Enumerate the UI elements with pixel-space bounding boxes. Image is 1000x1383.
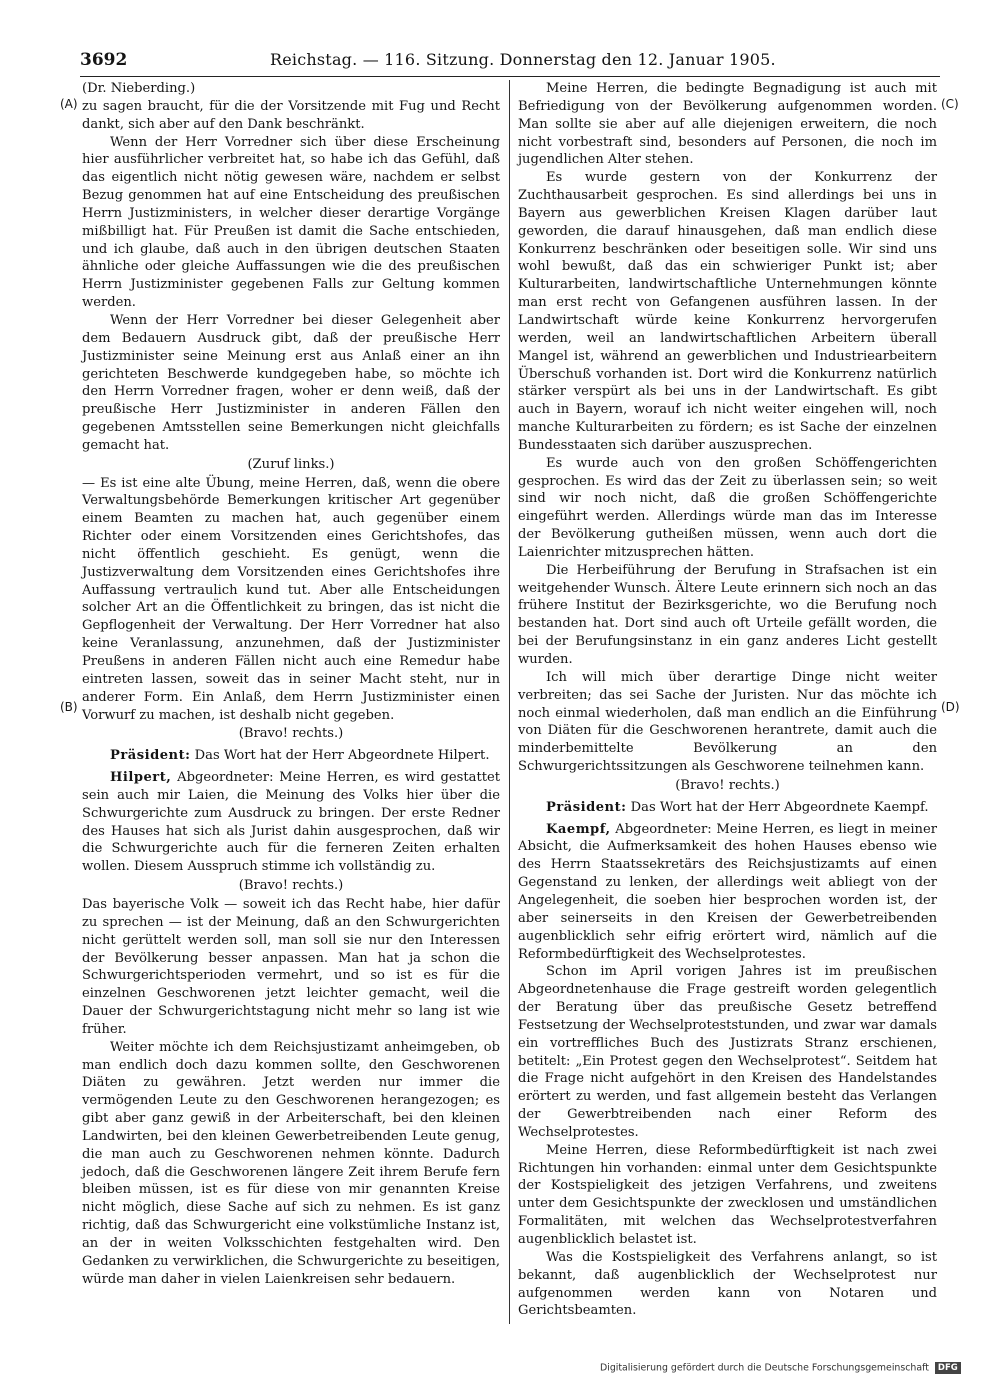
paragraph: Das bayerische Volk — soweit ich das Recht habe, hier dafür zu sprechen — ist der Meinung, daß an den Schwurgerichten nicht gerüttelt werden soll, man soll sie nur den Interessen der Bevölkerung besser anpassen. Man hat ja schon die Schwurgerichtsperioden vermehrt, und so ist es für die einzelnen Geschworenen jetzt leichter gemacht, weil die Dauer der Schwurgerichtstagung nicht mehr so lang ist wie früher.: [82, 896, 500, 1037]
interjection: (Zuruf links.): [247, 456, 335, 472]
page-header: [80, 50, 940, 77]
speaker-label: (Dr. Nieberding.): [82, 81, 196, 96]
speech-text: Abgeordneter: Meine Herren, es wird gestattet sein auch mir Laien, die Meinung des Volks hier über die Schwurgerichte zum Ausdruck zu bringen. Der erste Redner des Hauses hat sich als Jurist dahin ausgesprochen, daß wir die Schwurgerichte auch für die ferneren Zeiten erhalten wollen. Diesem Ausspruch stimme ich vollständig zu.: [82, 770, 500, 875]
paragraph: Wenn der Herr Vorredner sich über diese Erscheinung hier ausführlicher verbreitet hat, so habe ich das Gefühl, daß das eigentlich nicht nötig gewesen wäre, nachdem er selbst Bezug genommen hat auf eine Entscheidung des preußischen Herrn Justizministers, in welcher dieser derartige Vorgänge mißbilligt hat. Für Preußen ist damit die Sache entschieden, und ich glaube, daß auch in den übrigen deutschen Staaten ähnliche oder gleiche Auffassungen wie die des preußischen Herrn Justizminister gegebenen Falls zur Geltung kommen werden.: [82, 134, 500, 311]
speaker-name: Kaempf,: [546, 821, 611, 837]
president-text: Das Wort hat der Herr Abgeordnete Hilpert.: [194, 748, 490, 764]
footer-text: Digitalisierung gefördert durch die Deutsche Forschungsgemeinschaft: [600, 1362, 929, 1374]
paragraph: Ich will mich über derartige Dinge nicht weiter verbreiten; das sei Sache der Juristen. Nur das möchte ich noch einmal wiederholen, daß man endlich an die Einführung von Diäten für die Geschworenen herantrete, damit auch die minderbemittelte Bevölkerung an den Schwurgerichtssitzungen als Geschworene teilnehmen kann.: [518, 669, 937, 775]
speech-text: Abgeordneter: Meine Herren, es liegt in meiner Absicht, die Aufmerksamkeit des hohen Hauses ebenso wie des Herrn Staatssekretärs des Reichsjustizamts auf einen Gegenstand zu lenken, der allerdings weit abliegt von der Angelegenheit, die soeben hier besprochen worden ist, der aber seinerseits in den Kreisen der Gewerbetreibenden augenblicklich sehr eifrig erörtert wird, nämlich auf die Reformbedürftigkeit des Wechselprotestes.: [518, 821, 937, 962]
president-text: Das Wort hat der Herr Abgeordnete Kaempf.: [630, 799, 929, 815]
paragraph: Meine Herren, die bedingte Begnadigung ist auch mit Befriedigung von der Bevölkerung aufgenommen worden. Man sollte sie aber auf alle diejenigen erweitern, die noch nicht vorbestraft sind, besonders auf Personen, die noch im jugendlichen Alter stehen.: [518, 81, 937, 168]
interjection: (Bravo! rechts.): [675, 777, 780, 793]
speech: [518, 821, 937, 964]
paragraph: Was die Kostspieligkeit des Verfahrens anlangt, so ist bekannt, daß augenblicklich der Wechselprotest nur aufgenommen werden kann von Notaren und Gerichtsbeamten.: [518, 1249, 937, 1319]
president-remark: [82, 747, 500, 765]
right-column: [518, 80, 937, 1320]
paragraph: Meine Herren, diese Reformbedürftigkeit ist nach zwei Richtungen hin vorhanden: einmal unter dem Gesichtspunkte der Kostspieligkeit des jetzigen Verfahrens, und zweitens unter dem Gesichtspunkte der zwecklosen und umständlichen Formalitäten, mit welchen das Wechselprotestverfahren augenblicklich belastet ist.: [518, 1142, 937, 1247]
left-column: [82, 80, 500, 1289]
margin-mark-c: (C): [941, 97, 959, 111]
paragraph: Schon im April vorigen Jahres ist im preußischen Abgeordnetenhause die Frage gestreift worden gelegentlich der Beratung über das preußische Gesetz betreffend Festsetzung der Wechselproteststunden, und zwar war damals ein vortreffliches Buch des Justizrats Stranz erschienen, betitelt: „Ein Protest gegen den Wechselprotest“. Seitdem hat die Frage nicht aufgehört in den Kreisen des Handelstandes erörtert zu werden, und fast allgemein besteht das Verlangen der Gewerbtreibenden nach einer Reform des Wechselprotestes.: [518, 964, 937, 1140]
column-divider: [509, 80, 510, 1324]
paragraph: — Es ist eine alte Übung, meine Herren, daß, wenn die obere Verwaltungsbehörde Bemerkungen kritischer Art gegenüber einem Beamten zu machen hat, auch gegenüber einem Richter oder einem Vorsitzenden eines Gerichtshofes, das nicht öffentlich geschieht. Es genügt, wenn die Justizverwaltung dem Vorsitzenden eines Gerichtshofes ihre Auffassung vertraulich kund tut. Aber alle Entscheidungen solcher Art an die Öffentlichkeit zu bringen, das ist nicht die Gepflogenheit der Verwaltung. Der Herr Vorredner hat also keine Veranlassung, anzunehmen, daß der Justizminister Preußens in anderen Fällen nicht auch eine Remedur habe eintreten lassen, soweit das in seiner Macht steht, nur in anderer Form. Ein Anlaß, dem Herrn Justizminister einen Vorwurf zu machen, ist deshalb nicht gegeben.: [82, 475, 500, 723]
interjection: (Bravo! rechts.): [238, 878, 344, 894]
interjection: (Bravo! rechts.): [238, 726, 344, 742]
paragraph: Die Herbeiführung der Berufung in Strafsachen ist ein weitgehender Wunsch. Ältere Leute erinnern sich noch an das frühere Institut der Bezirksgerichte, wo die Berufung noch bestanden hat. Dort sind auch oft Urteile gefällt worden, die bei der Berufungsinstanz in ein ganz anderes Licht gestellt wurden.: [518, 562, 937, 667]
page-number: 3692: [80, 50, 128, 70]
president-name: Präsident:: [110, 748, 191, 764]
paragraph: Wenn der Herr Vorredner bei dieser Gelegenheit aber dem Bedauern Ausdruck gibt, daß der preußische Herr Justizminister seine Meinung erst aus Anlaß einer an ihn gerichteten Beschwerde kundgegeben habe, so möchte ich den Herrn Vorredner fragen, woher er denn weiß, daß der preußische Herr Justizminister in anderen Fällen den gegebenen Amtsstellen seine Bemerkungen nicht gleichfalls gemacht hat.: [82, 312, 500, 453]
paragraph: Es wurde gestern von der Konkurrenz der Zuchthausarbeit gesprochen. Es sind allerdings bei uns in Bayern aus gewerblichen Kreisen Klagen darüber laut geworden, die darauf hinausgehen, daß man endlich diese Konkurrenz beschränken oder beseitigen solle. Wir sind uns wohl bewußt, daß das ein schwieriger Punkt ist; aber Kulturarbeiten, landwirtschaftliche Unternehmungen könnte man erst recht von Gefangenen ausführen lassen. In der Landwirtschaft würde keine Konkurrenz hervorgerufen werden, weil an landwirtschaftlichen Arbeitern überall Mangel ist, während an gewerblichen und Industriearbeitern Überschuß vorhanden ist. Dort wird die Konkurrenz natürlich stärker verspürt als bei uns in der Landwirtschaft. Es gibt auch in Bayern, worauf ich nicht weiter eingehen will, noch manche Kulturarbeiten zu fördern; es ist Sache der einzelnen Bundesstaaten sich darüber auszusprechen.: [518, 170, 937, 453]
paragraph: Es wurde auch von den großen Schöffengerichten gesprochen. Es wird das der Zeit zu überlassen sein; so weit sind wir noch nicht, daß die großen Schöffengerichte eingeführt werden. Allerdings würde man das im Interesse der Bevölkerung gutheißen müssen, wenn auch dort die Laienrichter mitzusprechen hätten.: [518, 455, 937, 560]
president-remark: [518, 799, 937, 817]
speech: [82, 769, 500, 876]
margin-mark-d: (D): [941, 700, 960, 714]
dfg-logo: DFG: [935, 1362, 961, 1374]
paragraph: Weiter möchte ich dem Reichsjustizamt anheimgeben, ob man endlich doch dazu kommen sollte, den Geschworenen Diäten zu gewähren. Jetzt werden nur immer die vermögenden Leute zu den Geschworenen herangezogen; es gibt aber ganz gewiß in der Arbeiterschaft, bei den kleinen Landwirten, bei den kleinen Gewerbetreibenden Leute genug, die man auch zu Geschworenen nehmen könnte. Dadurch jedoch, daß die Geschworenen längere Zeit ihrem Berufe fern bleiben müssen, ist es für diese von mir genannten Kreise nicht möglich, diese Sache auf sich zu nehmen. Es ist ganz richtig, daß das Schwurgericht eine volkstümliche Instanz ist, an der in weiten Volksschichten festgehalten wird. Den Gedanken zu verwirklichen, die Schwurgerichte zu beseitigen, würde man daher in vielen Laienkreisen sehr bedauern.: [82, 1039, 500, 1287]
header-title: Reichstag. — 116. Sitzung. Donnerstag den 12. Januar 1905.: [270, 50, 776, 69]
margin-mark-a: (A): [60, 97, 78, 111]
speaker-name: Hilpert,: [110, 770, 172, 786]
paragraph: zu sagen braucht, für die der Vorsitzende mit Fug und Recht dankt, sich aber auf den Dank beschränkt.: [82, 98, 500, 132]
margin-mark-b: (B): [60, 700, 78, 714]
digitization-footer: [600, 1362, 990, 1378]
president-name: Präsident:: [546, 799, 627, 815]
